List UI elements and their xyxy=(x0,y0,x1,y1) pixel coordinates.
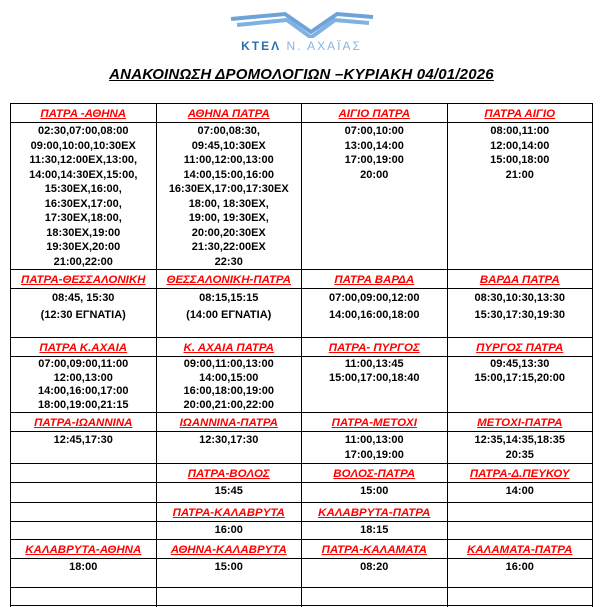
route-header-cell xyxy=(156,270,302,289)
time-line: 08:15,15:15 xyxy=(199,292,259,304)
empty-cell xyxy=(11,588,157,606)
times-cell xyxy=(156,522,302,540)
route-header-cell xyxy=(447,540,593,559)
times-cell xyxy=(447,432,593,464)
times-row xyxy=(11,289,593,338)
route-header-cell xyxy=(302,503,448,522)
times-cell xyxy=(447,123,593,270)
times-cell xyxy=(447,289,593,338)
time-line: 15:00,18:00 xyxy=(490,154,550,166)
time-line: 16:30EX,17:00, xyxy=(44,197,122,210)
route-header-cell xyxy=(11,413,157,432)
time-line: 12:00,13:00 xyxy=(53,371,113,384)
time-line: 11:00,12:00,13:00 xyxy=(183,154,274,166)
time-line: 14:00,16:00,17:00 xyxy=(37,385,129,398)
route-header-cell xyxy=(11,104,157,123)
time-line: 13:00,14:00 xyxy=(344,139,404,152)
times-cell xyxy=(302,357,448,413)
time-line: 16:30EX,17:00,17:30EX xyxy=(168,183,289,195)
empty-cell xyxy=(447,588,593,606)
time-line: 12:45,17:30 xyxy=(53,434,113,447)
logo-org-short: ΚΤΕΛ xyxy=(241,39,282,53)
time-line: 20:00,21:00,22:00 xyxy=(183,398,274,411)
times-cell xyxy=(302,123,448,270)
time-line: 18:00,19:00,21:15 xyxy=(37,398,129,411)
times-row xyxy=(11,483,593,503)
time-line: (14:00 ΕΓΝΑΤΙΑ) xyxy=(186,308,272,321)
time-line: 18:15 xyxy=(360,524,389,537)
route-header-cell xyxy=(447,104,593,123)
route-label: ΠΑΤΡΑ-ΙΩΑΝΝΙΝΑ xyxy=(34,417,133,430)
times-cell xyxy=(302,483,448,503)
route-header-row xyxy=(11,503,593,522)
time-line: 11:00,13:45 xyxy=(344,358,404,370)
page-title-wrap xyxy=(0,66,603,84)
route-header-cell xyxy=(302,540,448,559)
times-cell xyxy=(156,123,302,270)
ktel-logo xyxy=(0,6,603,53)
route-label: ΠΑΤΡΑ-ΚΑΛΑΜΑΤΑ xyxy=(321,544,427,557)
time-line: 12:30,17:30 xyxy=(199,434,259,447)
route-header-cell xyxy=(302,104,448,123)
time-line: 14:00,16:00,18:00 xyxy=(328,308,420,321)
time-line: 20:35 xyxy=(505,448,534,461)
empty-cell xyxy=(302,588,448,606)
route-header-cell xyxy=(302,413,448,432)
times-cell xyxy=(156,483,302,503)
times-cell xyxy=(447,357,593,413)
route-label: ΠΑΤΡΑ Κ.ΑΧΑΙΑ xyxy=(39,342,128,354)
times-cell xyxy=(11,357,157,413)
time-line: 14:00,15:00 xyxy=(199,371,259,384)
time-line: 15:45 xyxy=(214,485,243,498)
route-label: ΠΑΤΡΑ-ΚΑΛΑΒΡΥΤΑ xyxy=(172,507,285,520)
route-header-cell xyxy=(447,270,593,289)
times-cell xyxy=(302,432,448,464)
time-line: 02:30,07:00,08:00 xyxy=(37,125,129,137)
time-line: 17:00,19:00 xyxy=(344,154,404,166)
time-line: 09:00,11:00,13:00 xyxy=(183,358,274,370)
times-row xyxy=(11,432,593,464)
time-line: 16:00 xyxy=(505,561,534,574)
time-line: 07:00,09:00,11:00 xyxy=(38,358,129,370)
time-line: 09:45,13:30 xyxy=(490,358,550,370)
times-row xyxy=(11,123,593,270)
time-line: 20:00 xyxy=(360,168,389,181)
time-line: 18:30EX,19:00 xyxy=(46,226,121,239)
time-line: 21:00 xyxy=(505,168,534,181)
route-header-cell xyxy=(156,413,302,432)
time-line: 17:30EX,18:00, xyxy=(44,212,122,224)
time-line: 09:00,10:00,10:30EX xyxy=(30,139,136,152)
route-header-row xyxy=(11,413,593,432)
schedule-table-wrap xyxy=(10,103,593,607)
times-cell xyxy=(302,289,448,338)
time-line: 07:00,08:30, xyxy=(197,125,260,137)
time-line: (12:30 ΕΓΝΑΤΙΑ) xyxy=(40,308,126,321)
logo-org-rest: Ν. ΑΧΑΪΑΣ xyxy=(281,39,362,53)
times-cell xyxy=(11,123,157,270)
times-cell xyxy=(156,432,302,464)
route-header-cell xyxy=(156,104,302,123)
route-label: ΑΘΗΝΑ ΠΑΤΡΑ xyxy=(187,108,270,120)
logo-wave-icon xyxy=(227,6,377,38)
time-line: 11:30,12:00EX,13:00, xyxy=(29,154,138,166)
time-line: 15:00,17:00,18:40 xyxy=(328,371,420,384)
logo-text xyxy=(0,39,603,53)
route-label: ΠΑΤΡΑ-ΘΕΣΣΑΛΟΝΙΚΗ xyxy=(21,274,146,286)
times-row xyxy=(11,522,593,540)
time-line: 16:00,18:00,19:00 xyxy=(183,385,274,398)
route-label: ΒΟΛΟΣ-ΠΑΤΡΑ xyxy=(333,468,416,481)
time-line: 19:30EX,20:00 xyxy=(46,241,121,253)
time-line: 21:30,22:00EX xyxy=(191,241,266,253)
route-label: ΑΘΗΝΑ-ΚΑΛΑΒΡΥΤΑ xyxy=(170,544,287,557)
empty-cell xyxy=(156,588,302,606)
route-label: ΠΑΤΡΑ-ΜΕΤΟΧΙ xyxy=(331,417,417,430)
time-line: 08:20 xyxy=(360,561,389,574)
time-line: 15:00,17:15,20:00 xyxy=(474,371,565,384)
route-label: ΚΑΛΑΒΡΥΤΑ-ΠΑΤΡΑ xyxy=(318,507,431,520)
times-cell xyxy=(156,289,302,338)
time-line: 09:45,10:30EX xyxy=(191,139,266,152)
time-line: 08:00,11:00 xyxy=(490,125,550,137)
times-cell xyxy=(447,483,593,503)
route-header-cell xyxy=(156,464,302,483)
route-label: ΒΑΡΔΑ ΠΑΤΡΑ xyxy=(479,274,560,286)
route-label: ΘΕΣΣΑΛΟΝΙΚΗ-ΠΑΤΡΑ xyxy=(166,274,291,286)
route-label: ΚΑΛΑΒΡΥΤΑ-ΑΘΗΝΑ xyxy=(25,544,142,557)
time-line: 18:00, 18:30EX, xyxy=(188,197,269,210)
page-title: ΑΝΑΚΟΙΝΩΣΗ ΔΡΟΜΟΛΟΓΙΩΝ –ΚΥΡΙΑΚΗ 04/01/2026 xyxy=(109,66,494,83)
times-cell xyxy=(302,559,448,588)
time-line: 15:00 xyxy=(214,561,243,574)
route-label: ΠΑΤΡΑ-ΒΟΛΟΣ xyxy=(187,468,270,481)
route-header-row xyxy=(11,540,593,559)
route-header-cell xyxy=(11,270,157,289)
route-label: ΠΑΤΡΑ -ΑΘΗΝΑ xyxy=(40,108,127,120)
route-header-cell xyxy=(156,338,302,357)
route-header-cell xyxy=(156,540,302,559)
route-header-cell xyxy=(156,503,302,522)
route-header-row xyxy=(11,464,593,483)
route-label: ΙΩΑΝΝΙΝΑ-ΠΑΤΡΑ xyxy=(179,417,278,430)
times-cell xyxy=(156,357,302,413)
route-label: ΠΑΤΡΑ- ΠΥΡΓΟΣ xyxy=(328,342,420,354)
times-row xyxy=(11,357,593,413)
time-line: 08:30,10:30,13:30 xyxy=(474,292,565,304)
empty-times-cell xyxy=(447,522,593,540)
time-line: 15:30EX,16:00, xyxy=(44,183,122,195)
times-cell xyxy=(11,432,157,464)
time-line: 17:00,19:00 xyxy=(344,448,404,461)
time-line: 12:35,14:35,18:35 xyxy=(474,434,565,447)
route-label: ΠΑΤΡΑ ΑΙΓΙΟ xyxy=(484,108,556,120)
times-cell xyxy=(447,559,593,588)
route-header-cell xyxy=(11,338,157,357)
route-header-row xyxy=(11,338,593,357)
time-line: 14:00,15:00,16:00 xyxy=(183,168,274,181)
route-header-cell xyxy=(447,338,593,357)
times-cell xyxy=(302,522,448,540)
time-line: 14:00,14:30EX,15:00, xyxy=(29,168,138,181)
time-line: 12:00,14:00 xyxy=(490,139,550,152)
route-label: Κ. ΑΧΑΙΑ ΠΑΤΡΑ xyxy=(183,342,274,354)
time-line: 16:00 xyxy=(214,524,243,537)
route-header-cell xyxy=(302,338,448,357)
empty-header-cell xyxy=(447,503,593,522)
times-cell xyxy=(11,559,157,588)
time-line: 15:00 xyxy=(360,485,389,498)
empty-times-cell xyxy=(11,483,157,503)
time-line: 19:00, 19:30EX, xyxy=(188,212,269,224)
route-header-cell xyxy=(302,464,448,483)
time-line: 21:00,22:00 xyxy=(53,255,113,268)
route-label: ΠΑΤΡΑ-Δ.ΠΕΥΚΟΥ xyxy=(469,468,570,481)
time-line: 22:30 xyxy=(214,255,243,268)
route-label: ΜΕΤΟΧΙ-ΠΑΤΡΑ xyxy=(477,417,563,430)
schedule-table xyxy=(10,103,593,607)
times-cell xyxy=(11,289,157,338)
time-line: 18:00 xyxy=(69,561,98,574)
time-line: 20:00,20:30EX xyxy=(191,226,266,239)
route-header-cell xyxy=(11,540,157,559)
route-header-row xyxy=(11,270,593,289)
route-header-row xyxy=(11,104,593,123)
time-line: 08:45, 15:30 xyxy=(52,292,115,304)
time-line: 07:00,10:00 xyxy=(344,125,404,137)
route-header-cell xyxy=(447,413,593,432)
time-line: 07:00,09:00,12:00 xyxy=(328,292,420,304)
route-label: ΚΑΛΑΜΑΤΑ-ΠΑΤΡΑ xyxy=(467,544,573,557)
route-header-cell xyxy=(447,464,593,483)
time-line: 14:00 xyxy=(505,485,534,498)
times-cell xyxy=(156,559,302,588)
empty-header-cell xyxy=(11,464,157,483)
empty-times-cell xyxy=(11,522,157,540)
route-label: ΑΙΓΙΟ ΠΑΤΡΑ xyxy=(338,108,410,120)
route-label: ΠΑΤΡΑ ΒΑΡΔΑ xyxy=(334,274,415,286)
route-header-cell xyxy=(302,270,448,289)
empty-header-cell xyxy=(11,503,157,522)
time-line: 11:00,13:00 xyxy=(344,434,404,447)
time-line: 15:30,17:30,19:30 xyxy=(474,308,565,321)
route-label: ΠΥΡΓΟΣ ΠΑΤΡΑ xyxy=(476,342,564,354)
empty-row xyxy=(11,588,593,606)
times-row xyxy=(11,559,593,588)
